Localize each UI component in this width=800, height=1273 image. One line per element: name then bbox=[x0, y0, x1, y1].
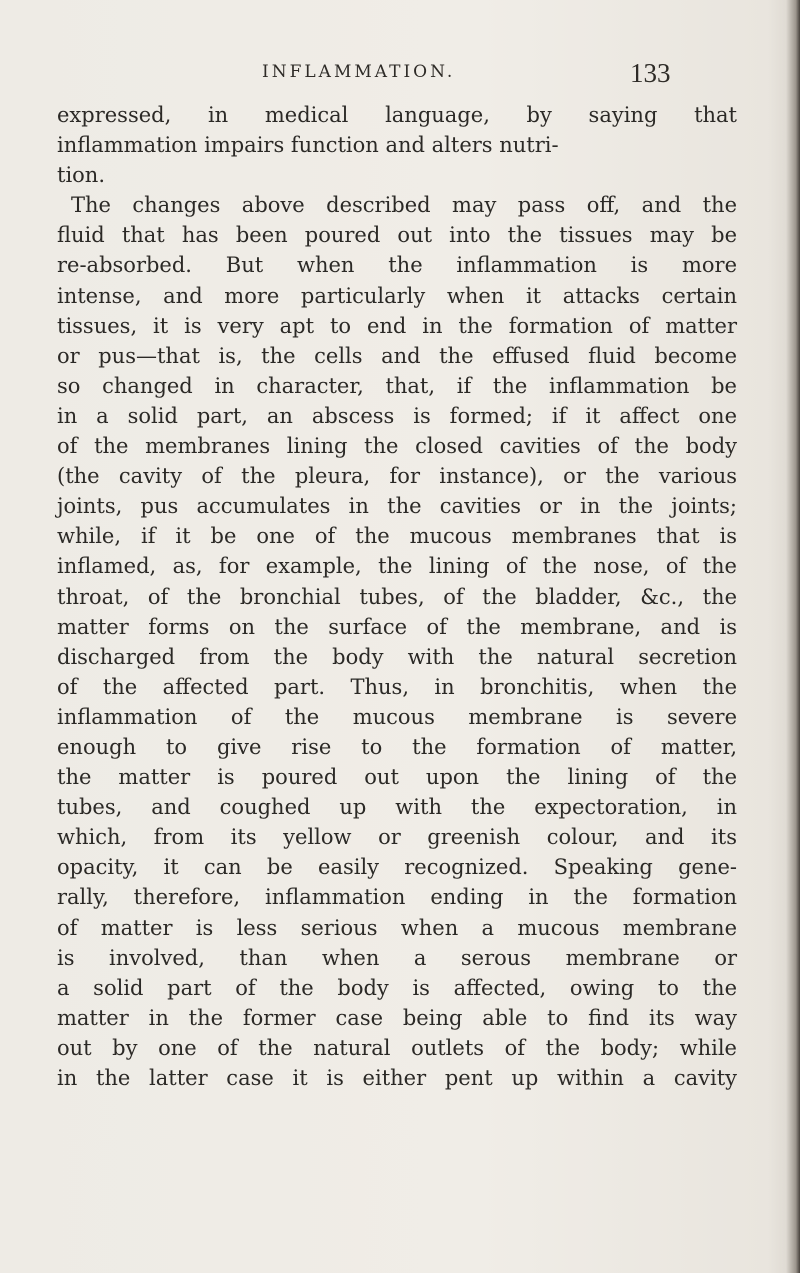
text-line: matter in the former case being able to find its way bbox=[57, 1005, 737, 1030]
text-line: intense, and more particularly when it attacks certain bbox=[57, 283, 737, 308]
text-line: enough to give rise to the formation of matter, bbox=[57, 734, 737, 759]
text-line: out by one of the natural outlets of the body; while bbox=[57, 1035, 737, 1060]
text-line: of the membranes lining the closed cavities of the body bbox=[57, 434, 737, 459]
text-line: throat, of the bronchial tubes, of the bladder, &c., the bbox=[57, 584, 737, 609]
text-line: of the affected part. Thus, in bronchitis, when the bbox=[57, 674, 737, 699]
text-line: rally, therefore, inflammation ending in the formation bbox=[57, 885, 737, 910]
text-line: inflamed, as, for example, the lining of the nose, of the bbox=[57, 554, 737, 579]
text-line: joints, pus accumulates in the cavities or in the joints; bbox=[57, 494, 737, 519]
text-line: matter forms on the surface of the membrane, and is bbox=[57, 614, 737, 639]
text-line: inflammation of the mucous membrane is severe bbox=[57, 704, 737, 729]
text-line: is involved, than when a serous membrane or bbox=[57, 945, 737, 970]
text-line: expressed, in medical language, by saying that bbox=[57, 103, 737, 127]
text-line: or pus—that is, the cells and the effused fluid become bbox=[57, 343, 737, 368]
text-line: so changed in character, that, if the inflammation be bbox=[57, 373, 737, 398]
running-head: INFLAMMATION. bbox=[262, 62, 456, 82]
text-line: while, if it be one of the mucous membranes that is bbox=[57, 524, 737, 549]
text-line: the matter is poured out upon the lining of the bbox=[57, 765, 737, 790]
page-number: 133 bbox=[630, 58, 671, 88]
text-line: fluid that has been poured out into the tissues may be bbox=[57, 223, 737, 248]
text-line: opacity, it can be easily recognized. Speaking gene- bbox=[57, 855, 737, 880]
page-header bbox=[0, 58, 800, 92]
text-line: in a solid part, an abscess is formed; if it affect one bbox=[57, 403, 737, 428]
text-line: inflammation impairs function and alters nutri- bbox=[57, 133, 559, 158]
body-text bbox=[57, 100, 737, 1093]
text-line: re-absorbed. But when the inflammation is more bbox=[57, 253, 737, 278]
text-line: of matter is less serious when a mucous membrane bbox=[57, 915, 737, 940]
text-line: tion. bbox=[57, 163, 105, 188]
text-line: which, from its yellow or greenish colour, and its bbox=[57, 825, 737, 850]
text-line: discharged from the body with the natural secretion bbox=[57, 644, 737, 669]
text-line: tissues, it is very apt to end in the formation of matter bbox=[57, 313, 737, 338]
page-edge-shadow bbox=[786, 0, 800, 1273]
text-line: in the latter case it is either pent up within a cavity bbox=[57, 1066, 737, 1090]
text-line: The changes above described may pass off, and the bbox=[71, 193, 737, 218]
text-line: tubes, and coughed up with the expectoration, in bbox=[57, 795, 737, 820]
text-line: a solid part of the body is affected, owing to the bbox=[57, 975, 737, 1000]
text-line: (the cavity of the pleura, for instance), or the various bbox=[57, 464, 737, 489]
